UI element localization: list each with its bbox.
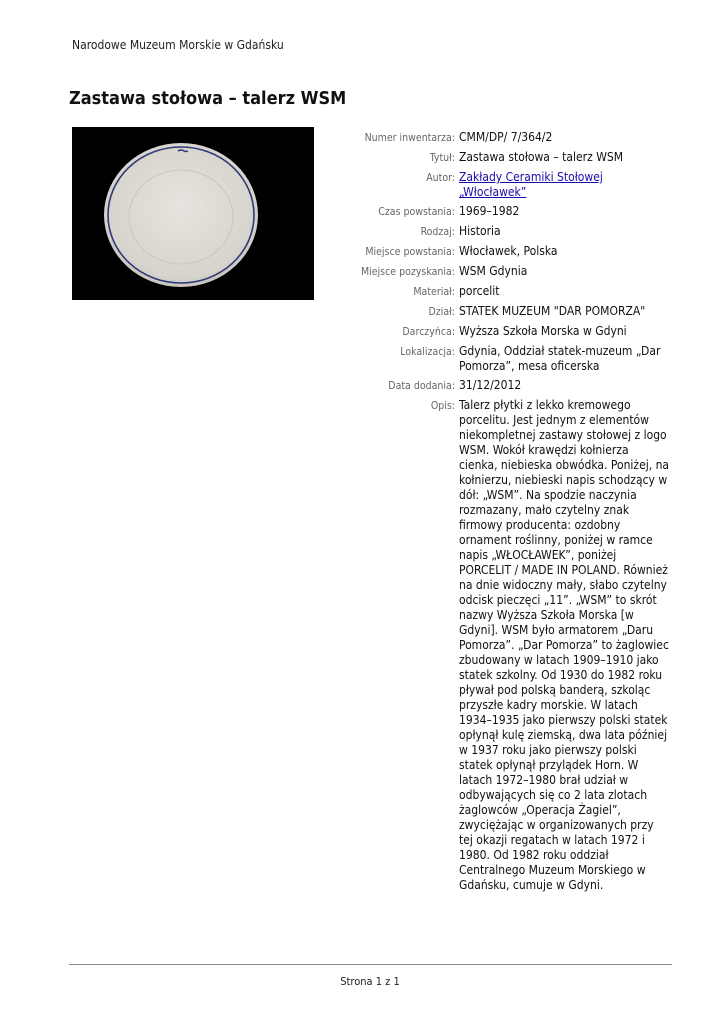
field-material: Materiał: porcelit (413, 284, 500, 298)
field-creation-time: Czas powstania: 1969–1982 (378, 204, 520, 218)
field-title: Tytuł: Zastawa stołowa – talerz WSM (429, 150, 624, 164)
field-place-of-acquisition: Miejsce pozyskania: WSM Gdynia (360, 264, 528, 278)
plate-image (72, 127, 314, 300)
field-inventory-number: Numer inwentarza: CMM/DP/ 7/364/2 (364, 130, 553, 144)
field-department: Dział: STATEK MUZEUM "DAR POMORZA" (428, 304, 646, 318)
museum-header: Narodowe Muzeum Morskie w Gdańsku (72, 38, 284, 52)
field-author: Autor: Zakłady Ceramiki Stołowej „Włocławek” (426, 170, 603, 199)
page-number: Strona 1 z 1 (340, 975, 400, 988)
field-location: Lokalizacja: Gdynia, Oddział statek-muzeum „Dar Pomorza”, mesa oficerska (400, 344, 661, 373)
field-description: Opis: Talerz płytki z lekko kremowego porcelitu. Jest jednym z elementów niekompletnej zastawy stołowej z logo WSM. Wokół krawędzi kołnierza cienka, niebieska obwódka. Poniżej, na kołnierzu, niebieski napis schodzący w dół: „WSM”. Na spodzie naczynia rozmazany, mało czytelny znak firmowy producenta: ozdobny ornament roślinny, poniżej w ramce napis „WŁOCŁAWEK”, poniżej PORCELIT / MADE IN POLAND. Również na dnie widoczny mały, słabo czytelny odcisk pieczęci „11”. „WSM” to skrót nazwy Wyższa Szkoła Morska [w Gdyni]. WSM było armatorem „Daru Pomorza”. „Dar Pomorza” to żaglowiec zbudowany w latach 1909–1910 jako statek szkolny. Od 1930 do 1982 roku pływał pod polską banderą, szkoląc przyszłe kadry morskie. W latach 1934–1935 jako pierwszy polski statek opłynął kulę ziemską, dwa lata później w 1937 roku jako pierwszy polski statek opłynął przylądek Horn. W latach 1972–1980 brał udział w odbywających się co 2 lata zlotach żaglowców „Operacja Żagiel”, zwyciężając w organizowanych przy tej okazji regatach w latach 1972 i 1980. Od 1982 roku oddział Centralnego Muzeum Morskiego w Gdańsku, cumuje w Gdyni. (430, 398, 670, 892)
metadata-list (340, 130, 670, 897)
field-donor: Darczyńca: Wyższa Szkoła Morska w Gdyni (402, 324, 627, 338)
footer-divider (69, 964, 672, 965)
field-place-of-origin: Miejsce powstania: Włocławek, Polska (365, 244, 558, 258)
field-date-added: Data dodania: 31/12/2012 (388, 378, 522, 392)
field-type: Rodzaj: Historia (420, 224, 501, 238)
page-title: Zastawa stołowa – talerz WSM (69, 88, 347, 109)
author-link[interactable]: Zakłady Ceramiki Stołowej „Włocławek” (459, 170, 603, 199)
object-photo (72, 127, 314, 300)
